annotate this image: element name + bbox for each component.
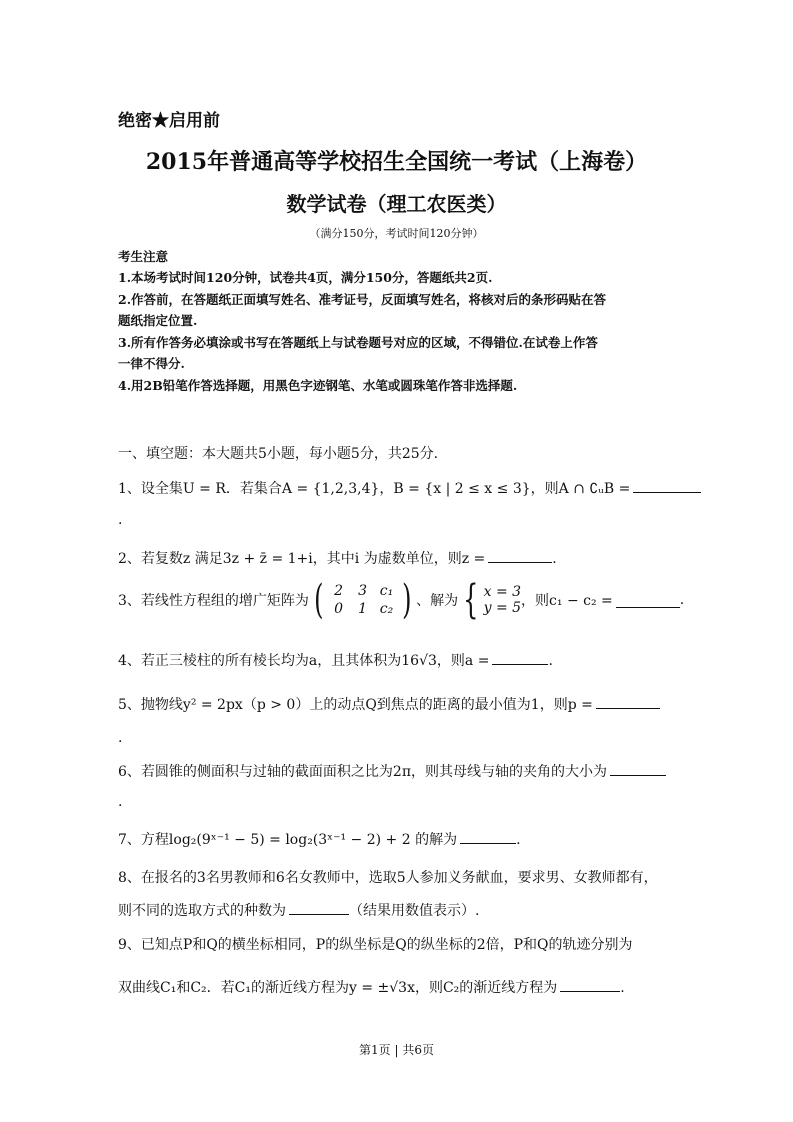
notice-line: 1.本场考试时间120分钟，试卷共4页，满分150分，答题纸共2页.: [118, 270, 493, 285]
q7-text: 7、方程log₂(9ˣ⁻¹ − 5) = log₂(3ˣ⁻¹ − 2) + 2 的解为: [118, 832, 458, 848]
exam-title: 2015年普通高等学校招生全国统一考试（上海卷）: [145, 149, 648, 175]
equation-system: [484, 584, 521, 616]
matrix-cell: 0: [334, 601, 343, 617]
q1-end: .: [118, 512, 123, 528]
equation: y = 5: [483, 600, 522, 616]
notice-line: 2.作答前，在答题纸正面填写姓名、准考证号，反面填写姓名，将核对后的条形码贴在答: [118, 292, 607, 307]
q8-note: （结果用数值表示）.: [349, 903, 480, 919]
answer-blank: [560, 977, 620, 992]
exam-subtitle: 数学试卷（理工农医类）: [286, 192, 507, 216]
q5-end: .: [118, 730, 123, 746]
q2-text: 2、若复数z 满足3z + z̄ = 1+i，其中i 为虚数单位，则z =: [118, 551, 486, 567]
answer-blank: [460, 829, 516, 844]
question-8: 8、在报名的3名男教师和6名女教师中，选取5人参加义务献血，要求男、女教师都有，: [118, 870, 658, 886]
page-footer: 第1页 | 共6页: [359, 1043, 434, 1057]
q3-post: ，则c₁ − c₂ =: [521, 593, 613, 609]
question-8-cont: [118, 900, 479, 920]
q2-end: .: [552, 551, 557, 567]
matrix-cell: 3: [358, 583, 367, 599]
q7-end: .: [516, 832, 521, 848]
matrix-cell: 2: [334, 583, 343, 599]
q9-text: 双曲线C₁和C₂．若C₁的渐近线方程为y = ±√3x，则C₂的渐近线方程为: [118, 980, 558, 996]
q4-text: 4、若正三棱柱的所有棱长均为a，且其体积为16√3，则a =: [118, 653, 490, 669]
question-4: [118, 650, 553, 670]
notice-heading: 考生注意: [118, 249, 169, 264]
question-3: 3、若线性方程组的增广矩阵为 ( 2 3 c₁ 0 1 c₂ ) 、解为 { x = 3 y = 5 ，则c₁ − c₂ = .: [118, 577, 685, 623]
augmented-matrix: ( 2 3 c₁ 0 1 c₂ ): [314, 577, 412, 623]
matrix-cell: c₂: [379, 601, 394, 617]
classification-label: 绝密★启用前: [118, 111, 220, 131]
q3-end: .: [679, 592, 685, 608]
matrix-cell: 1: [358, 601, 367, 617]
question-9-cont: [118, 977, 625, 997]
notice-line: 4.用2B铅笔作答选择题，用黑色字迹钢笔、水笔或圆珠笔作答非选择题.: [118, 378, 518, 393]
q4-end: .: [548, 653, 553, 669]
q9-end: .: [620, 980, 625, 996]
answer-blank: [616, 593, 680, 608]
section-heading: 一、填空题：本大题共5小题，每小题5分，共25分.: [118, 446, 439, 462]
question-7: [118, 829, 521, 849]
notice-line: 3.所有作答务必填涂或书写在答题纸上与试卷题号对应的区域，不得错位.在试卷上作答: [118, 335, 598, 350]
answer-blank: [488, 548, 552, 563]
score-info: （满分150分，考试时间120分钟）: [309, 227, 484, 240]
q3-text: 3、若线性方程组的增广矩阵为: [118, 593, 309, 609]
q8-text: 则不同的选取方式的种数为: [118, 903, 286, 919]
q3-mid: 、解为: [416, 593, 459, 609]
q1-text: 1、设全集U = R．若集合A = {1,2,3,4}，B = {x | 2 ≤ x ≤ 3}，则A ∩ ∁ᵤB =: [118, 481, 631, 497]
answer-blank: [633, 478, 701, 493]
q6-end: .: [118, 794, 123, 810]
equation: x = 3: [483, 584, 522, 600]
question-9: 9、已知点P和Q的横坐标相同，P的纵坐标是Q的纵坐标的2倍，P和Q的轨迹分别为: [118, 937, 633, 953]
answer-blank: [596, 694, 660, 709]
notice-line: 题纸指定位置.: [118, 313, 198, 328]
question-2: [118, 548, 557, 568]
answer-blank: [289, 900, 349, 915]
answer-blank: [492, 650, 548, 665]
q5-text: 5、抛物线y² = 2px（p > 0）上的动点Q到焦点的距离的最小值为1，则p =: [118, 697, 593, 713]
notice-line: 一律不得分.: [118, 356, 185, 371]
question-1: [118, 478, 701, 498]
question-6: [118, 761, 666, 781]
matrix-cell: c₁: [379, 583, 394, 599]
answer-blank: [610, 761, 666, 776]
q6-text: 6、若圆锥的侧面积与过轴的截面面积之比为2π，则其母线与轴的夹角的大小为: [118, 764, 608, 780]
question-5: [118, 694, 660, 714]
